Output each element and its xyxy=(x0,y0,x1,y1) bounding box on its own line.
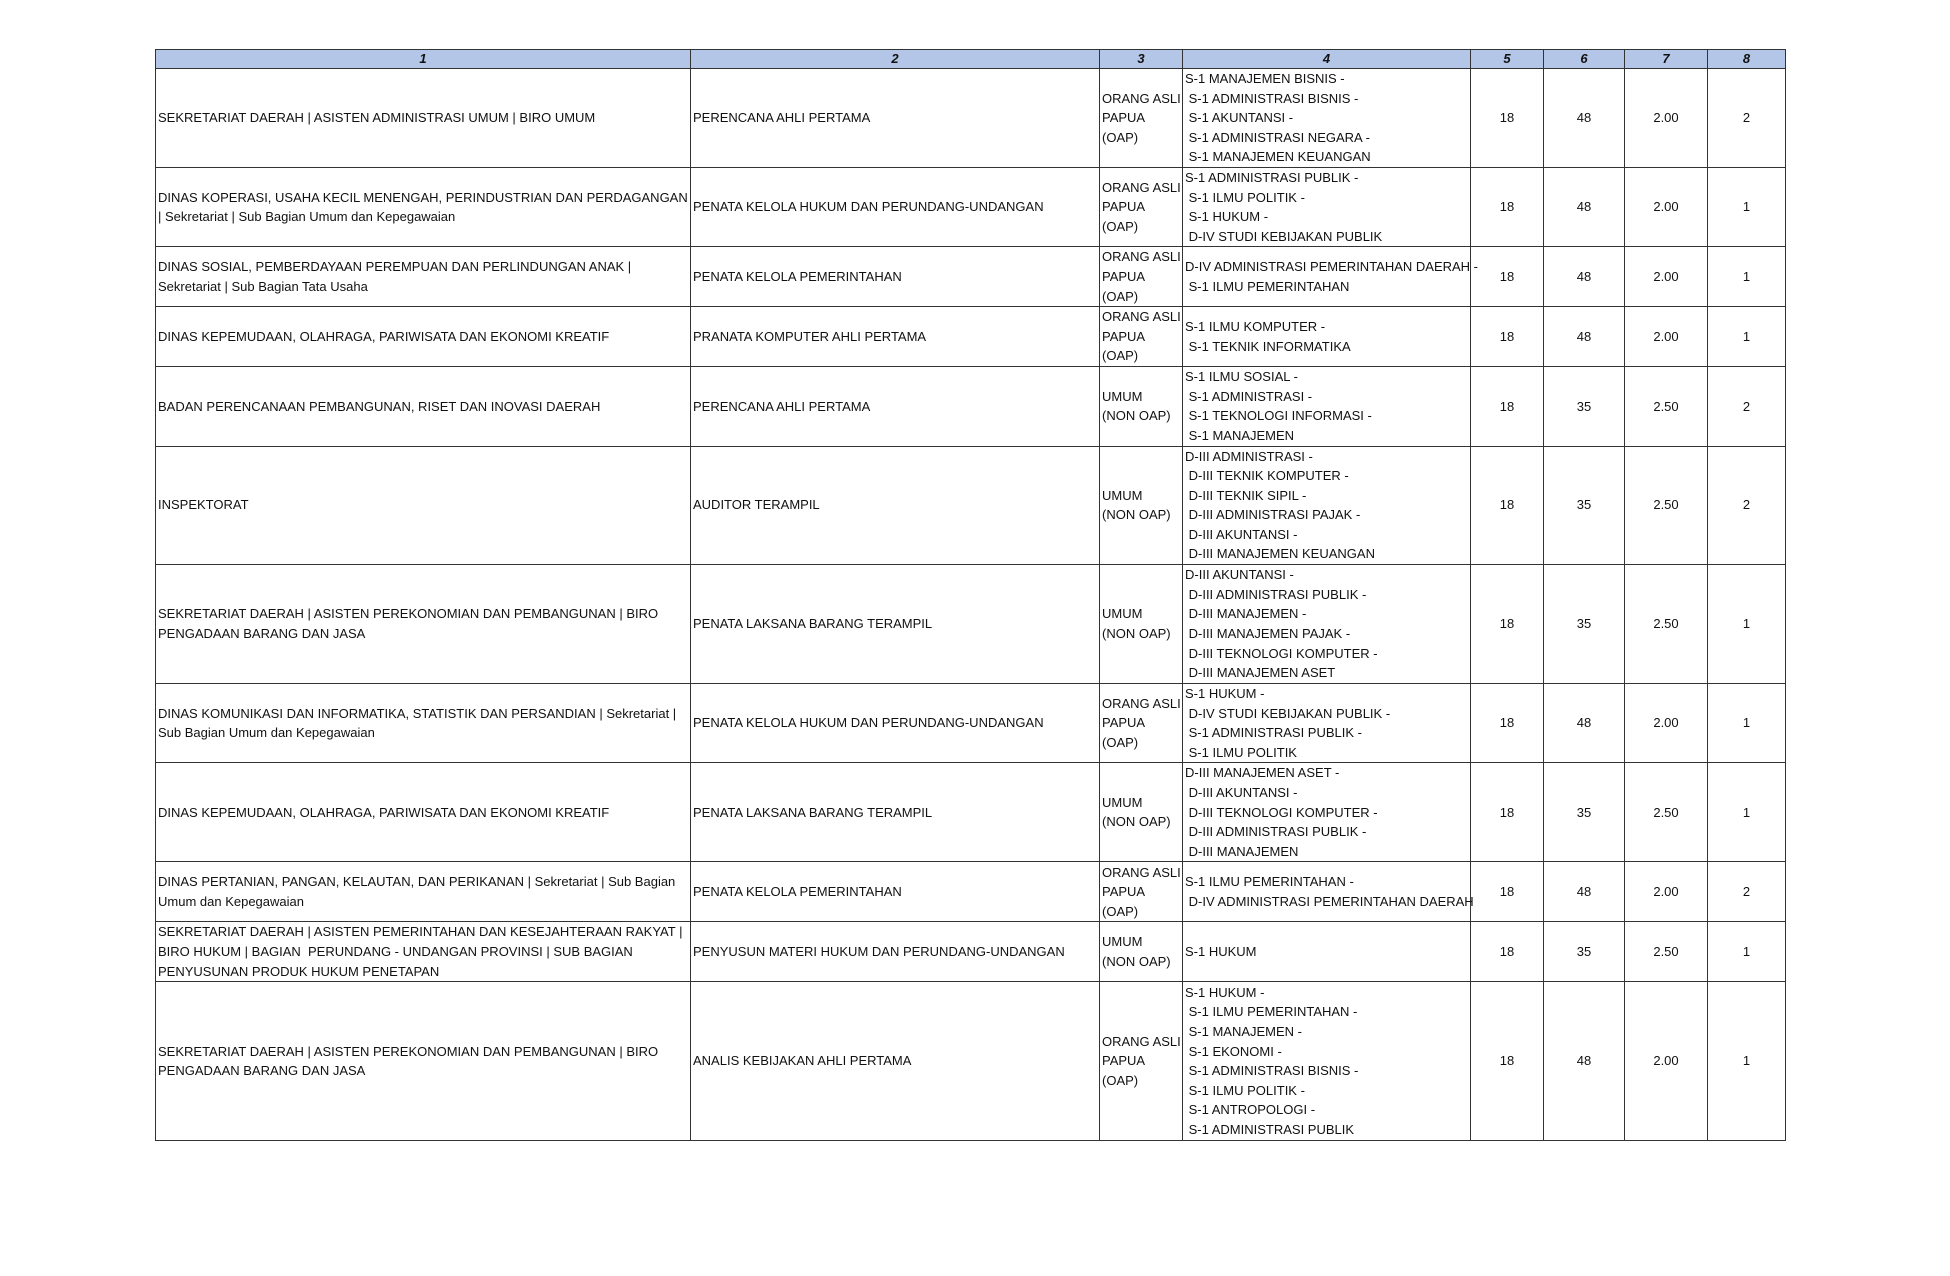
col8-cell: 2 xyxy=(1708,367,1786,446)
category-cell: ORANG ASLI PAPUA (OAP) xyxy=(1100,684,1183,763)
unit-cell: SEKRETARIAT DAERAH | ASISTEN PEMERINTAHAN DAN KESEJAHTERAAN RAKYAT | BIRO HUKUM | BAGIAN PERUNDANG - UNDANGAN PROVINSI | SUB BAGIAN PENYUSUNAN PRODUK HUKUM PENETAPAN xyxy=(156,922,691,982)
col8-cell: 2 xyxy=(1708,862,1786,922)
category-cell: UMUM (NON OAP) xyxy=(1100,922,1183,982)
unit-cell: DINAS KEPEMUDAAN, OLAHRAGA, PARIWISATA DAN EKONOMI KREATIF xyxy=(156,307,691,367)
table-row xyxy=(156,446,1786,565)
col6-cell: 48 xyxy=(1544,862,1625,922)
education-cell: D-III MANAJEMEN ASET - D-III AKUNTANSI - D-III TEKNOLOGI KOMPUTER - D-III ADMINISTRASI PUBLIK - D-III MANAJEMEN xyxy=(1183,763,1471,862)
table-row xyxy=(156,982,1786,1141)
category-cell: ORANG ASLI PAPUA (OAP) xyxy=(1100,307,1183,367)
education-cell: S-1 ILMU SOSIAL - S-1 ADMINISTRASI - S-1 TEKNOLOGI INFORMASI - S-1 MANAJEMEN xyxy=(1183,367,1471,446)
table-row xyxy=(156,922,1786,982)
col8-cell: 1 xyxy=(1708,763,1786,862)
col6-cell: 48 xyxy=(1544,247,1625,307)
position-cell: PENATA KELOLA PEMERINTAHAN xyxy=(691,862,1100,922)
col8-cell: 1 xyxy=(1708,167,1786,246)
position-cell: PENATA KELOLA PEMERINTAHAN xyxy=(691,247,1100,307)
education-cell: S-1 ADMINISTRASI PUBLIK - S-1 ILMU POLITIK - S-1 HUKUM - D-IV STUDI KEBIJAKAN PUBLIK xyxy=(1183,167,1471,246)
col7-cell: 2.00 xyxy=(1625,307,1708,367)
col5-cell: 18 xyxy=(1471,446,1544,565)
header-cell: 2 xyxy=(691,50,1100,69)
table-row xyxy=(156,763,1786,862)
position-cell: PERENCANA AHLI PERTAMA xyxy=(691,367,1100,446)
position-cell: PENYUSUN MATERI HUKUM DAN PERUNDANG-UNDANGAN xyxy=(691,922,1100,982)
education-cell: S-1 ILMU KOMPUTER - S-1 TEKNIK INFORMATIKA xyxy=(1183,307,1471,367)
col7-cell: 2.50 xyxy=(1625,367,1708,446)
education-cell: S-1 MANAJEMEN BISNIS - S-1 ADMINISTRASI BISNIS - S-1 AKUNTANSI - S-1 ADMINISTRASI NEGARA - S-1 MANAJEMEN KEUANGAN xyxy=(1183,69,1471,168)
header-cell: 1 xyxy=(156,50,691,69)
col5-cell: 18 xyxy=(1471,982,1544,1141)
education-cell: D-IV ADMINISTRASI PEMERINTAHAN DAERAH - S-1 ILMU PEMERINTAHAN xyxy=(1183,247,1471,307)
table-row xyxy=(156,684,1786,763)
col8-cell: 1 xyxy=(1708,684,1786,763)
position-cell: PENATA LAKSANA BARANG TERAMPIL xyxy=(691,763,1100,862)
education-cell: S-1 HUKUM - S-1 ILMU PEMERINTAHAN - S-1 MANAJEMEN - S-1 EKONOMI - S-1 ADMINISTRASI BISNIS - S-1 ILMU POLITIK - S-1 ANTROPOLOGI - S-1 ADMINISTRASI PUBLIK xyxy=(1183,982,1471,1141)
position-cell: AUDITOR TERAMPIL xyxy=(691,446,1100,565)
header-row xyxy=(156,50,1786,69)
col7-cell: 2.50 xyxy=(1625,763,1708,862)
col8-cell: 1 xyxy=(1708,247,1786,307)
col7-cell: 2.00 xyxy=(1625,247,1708,307)
category-cell: ORANG ASLI PAPUA (OAP) xyxy=(1100,862,1183,922)
position-cell: PERENCANA AHLI PERTAMA xyxy=(691,69,1100,168)
col7-cell: 2.00 xyxy=(1625,684,1708,763)
unit-cell: BADAN PERENCANAAN PEMBANGUNAN, RISET DAN INOVASI DAERAH xyxy=(156,367,691,446)
col6-cell: 35 xyxy=(1544,565,1625,684)
category-cell: ORANG ASLI PAPUA (OAP) xyxy=(1100,167,1183,246)
col6-cell: 48 xyxy=(1544,982,1625,1141)
col8-cell: 1 xyxy=(1708,922,1786,982)
table-row xyxy=(156,247,1786,307)
header-cell: 5 xyxy=(1471,50,1544,69)
col5-cell: 18 xyxy=(1471,922,1544,982)
position-cell: PENATA LAKSANA BARANG TERAMPIL xyxy=(691,565,1100,684)
unit-cell: INSPEKTORAT xyxy=(156,446,691,565)
col5-cell: 18 xyxy=(1471,307,1544,367)
education-cell: D-III AKUNTANSI - D-III ADMINISTRASI PUBLIK - D-III MANAJEMEN - D-III MANAJEMEN PAJAK - D-III TEKNOLOGI KOMPUTER - D-III MANAJEMEN ASET xyxy=(1183,565,1471,684)
table-row xyxy=(156,565,1786,684)
category-cell: ORANG ASLI PAPUA (OAP) xyxy=(1100,247,1183,307)
category-cell: UMUM (NON OAP) xyxy=(1100,367,1183,446)
header-cell: 4 xyxy=(1183,50,1471,69)
col7-cell: 2.50 xyxy=(1625,446,1708,565)
unit-cell: DINAS PERTANIAN, PANGAN, KELAUTAN, DAN PERIKANAN | Sekretariat | Sub Bagian Umum dan Kepegawaian xyxy=(156,862,691,922)
col7-cell: 2.00 xyxy=(1625,167,1708,246)
col6-cell: 48 xyxy=(1544,167,1625,246)
unit-cell: DINAS KOPERASI, USAHA KECIL MENENGAH, PERINDUSTRIAN DAN PERDAGANGAN | Sekretariat | Sub Bagian Umum dan Kepegawaian xyxy=(156,167,691,246)
category-cell: UMUM (NON OAP) xyxy=(1100,763,1183,862)
category-cell: UMUM (NON OAP) xyxy=(1100,565,1183,684)
unit-cell: DINAS KEPEMUDAAN, OLAHRAGA, PARIWISATA DAN EKONOMI KREATIF xyxy=(156,763,691,862)
unit-cell: SEKRETARIAT DAERAH | ASISTEN PEREKONOMIAN DAN PEMBANGUNAN | BIRO PENGADAAN BARANG DAN JASA xyxy=(156,982,691,1141)
table-row xyxy=(156,367,1786,446)
col6-cell: 35 xyxy=(1544,446,1625,565)
table-row xyxy=(156,167,1786,246)
position-cell: ANALIS KEBIJAKAN AHLI PERTAMA xyxy=(691,982,1100,1141)
col6-cell: 48 xyxy=(1544,684,1625,763)
col7-cell: 2.00 xyxy=(1625,69,1708,168)
education-cell: S-1 HUKUM - D-IV STUDI KEBIJAKAN PUBLIK - S-1 ADMINISTRASI PUBLIK - S-1 ILMU POLITIK xyxy=(1183,684,1471,763)
unit-cell: SEKRETARIAT DAERAH | ASISTEN PEREKONOMIAN DAN PEMBANGUNAN | BIRO PENGADAAN BARANG DAN JASA xyxy=(156,565,691,684)
education-cell: S-1 ILMU PEMERINTAHAN - D-IV ADMINISTRASI PEMERINTAHAN DAERAH xyxy=(1183,862,1471,922)
table-row xyxy=(156,307,1786,367)
col6-cell: 35 xyxy=(1544,367,1625,446)
col5-cell: 18 xyxy=(1471,247,1544,307)
col5-cell: 18 xyxy=(1471,69,1544,168)
unit-cell: DINAS SOSIAL, PEMBERDAYAAN PEREMPUAN DAN PERLINDUNGAN ANAK | Sekretariat | Sub Bagian Tata Usaha xyxy=(156,247,691,307)
col5-cell: 18 xyxy=(1471,763,1544,862)
col5-cell: 18 xyxy=(1471,367,1544,446)
col5-cell: 18 xyxy=(1471,862,1544,922)
unit-cell: DINAS KOMUNIKASI DAN INFORMATIKA, STATISTIK DAN PERSANDIAN | Sekretariat | Sub Bagian Umum dan Kepegawaian xyxy=(156,684,691,763)
education-cell: D-III ADMINISTRASI - D-III TEKNIK KOMPUTER - D-III TEKNIK SIPIL - D-III ADMINISTRASI PAJAK - D-III AKUNTANSI - D-III MANAJEMEN KEUANGAN xyxy=(1183,446,1471,565)
col6-cell: 48 xyxy=(1544,69,1625,168)
header-cell: 3 xyxy=(1100,50,1183,69)
table-row xyxy=(156,862,1786,922)
unit-cell: SEKRETARIAT DAERAH | ASISTEN ADMINISTRASI UMUM | BIRO UMUM xyxy=(156,69,691,168)
category-cell: ORANG ASLI PAPUA (OAP) xyxy=(1100,69,1183,168)
category-cell: UMUM (NON OAP) xyxy=(1100,446,1183,565)
col5-cell: 18 xyxy=(1471,167,1544,246)
col7-cell: 2.00 xyxy=(1625,862,1708,922)
position-cell: PENATA KELOLA HUKUM DAN PERUNDANG-UNDANGAN xyxy=(691,167,1100,246)
col6-cell: 48 xyxy=(1544,307,1625,367)
position-cell: PRANATA KOMPUTER AHLI PERTAMA xyxy=(691,307,1100,367)
col8-cell: 1 xyxy=(1708,565,1786,684)
table-row xyxy=(156,69,1786,168)
col8-cell: 1 xyxy=(1708,982,1786,1141)
col8-cell: 2 xyxy=(1708,446,1786,565)
header-cell: 8 xyxy=(1708,50,1786,69)
position-cell: PENATA KELOLA HUKUM DAN PERUNDANG-UNDANGAN xyxy=(691,684,1100,763)
col7-cell: 2.00 xyxy=(1625,982,1708,1141)
col7-cell: 2.50 xyxy=(1625,565,1708,684)
col5-cell: 18 xyxy=(1471,565,1544,684)
col8-cell: 1 xyxy=(1708,307,1786,367)
education-cell: S-1 HUKUM xyxy=(1183,922,1471,982)
category-cell: ORANG ASLI PAPUA (OAP) xyxy=(1100,982,1183,1141)
col8-cell: 2 xyxy=(1708,69,1786,168)
col6-cell: 35 xyxy=(1544,763,1625,862)
col7-cell: 2.50 xyxy=(1625,922,1708,982)
formation-table xyxy=(155,49,1786,1141)
header-cell: 7 xyxy=(1625,50,1708,69)
col5-cell: 18 xyxy=(1471,684,1544,763)
header-cell: 6 xyxy=(1544,50,1625,69)
col6-cell: 35 xyxy=(1544,922,1625,982)
